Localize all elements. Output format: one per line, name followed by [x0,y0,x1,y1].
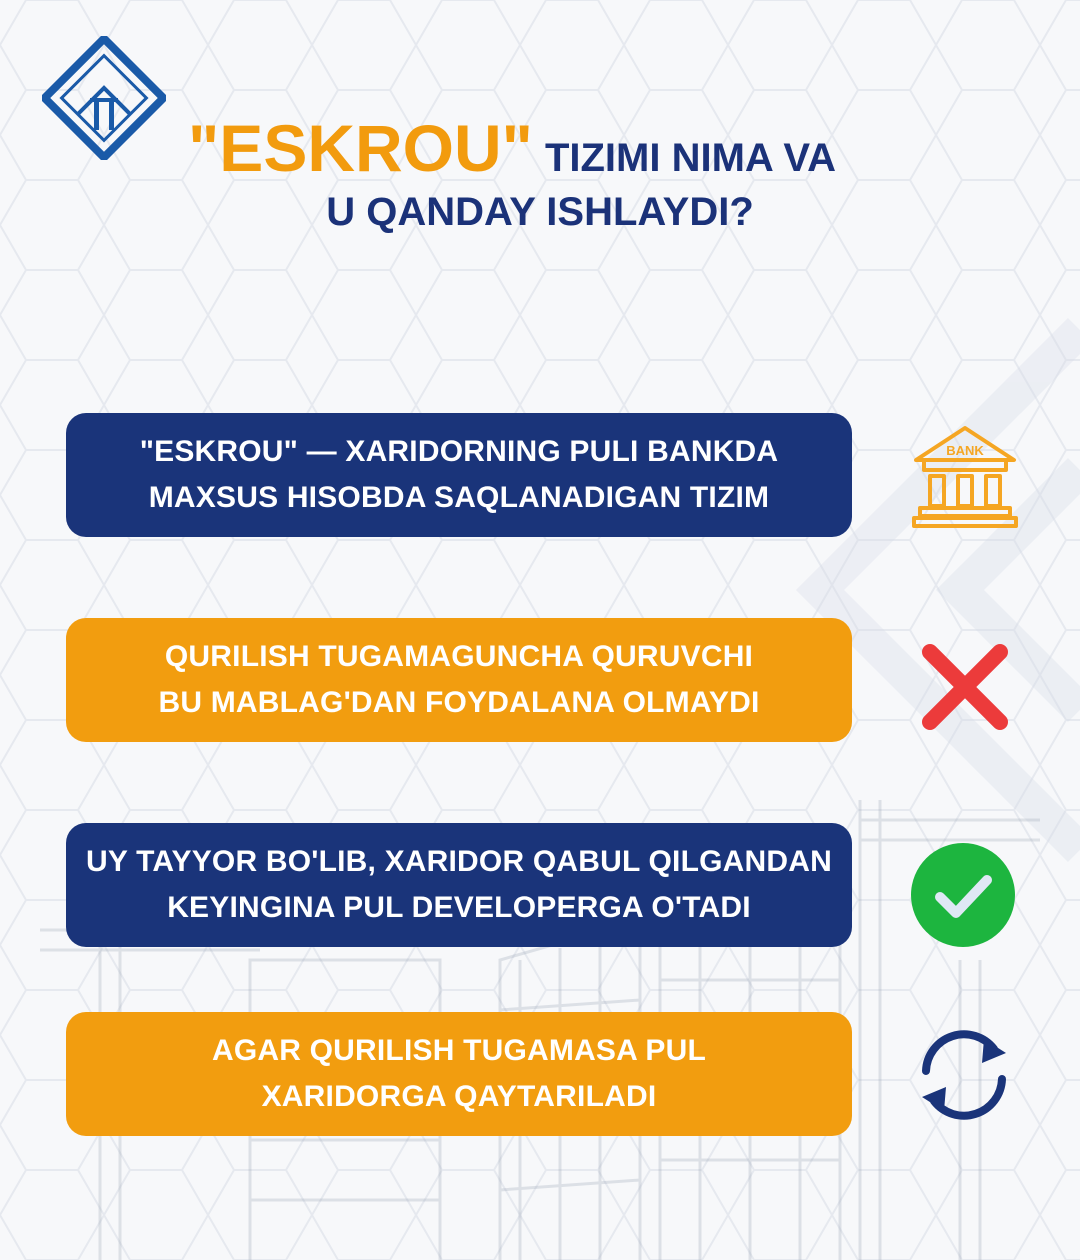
title-line-1-rest: TIZIMI NIMA VA [544,136,837,180]
info-card-refund [66,1012,852,1136]
info-card-builder-restriction [66,618,852,742]
card-text: AGAR QURILISH TUGAMASA PUL XARIDORGA QAYTARILADI [211,1034,707,1113]
title-line-2: U QANDAY ISHLAYDI? [326,190,754,234]
card-text: UY TAYYOR BO'LIB, XARIDOR QABUL QILGANDAN KEYINGINA PUL DEVELOPERGA O'TADI [86,845,832,924]
card-text: QURILISH TUGAMAGUNCHA QURUVCHI BU MABLAG'DAN FOYDALANA OLMAYDI [158,640,760,719]
title-accent: "ESKROU" [188,111,533,185]
title-line-1 [188,110,836,186]
info-card-escrow-definition [66,413,852,537]
card-text: "ESKROU" — XARIDORNING PULI BANKDA MAXSUS HISOBDA SAQLANADIGAN TIZIM [139,435,779,514]
check-icon [910,842,1016,948]
bank-icon-label: BANK [946,443,984,458]
company-logo [42,36,166,160]
bank-icon [910,422,1020,530]
info-card-transfer-condition [66,823,852,947]
cross-icon [918,640,1012,734]
refresh-icon [912,1025,1016,1125]
